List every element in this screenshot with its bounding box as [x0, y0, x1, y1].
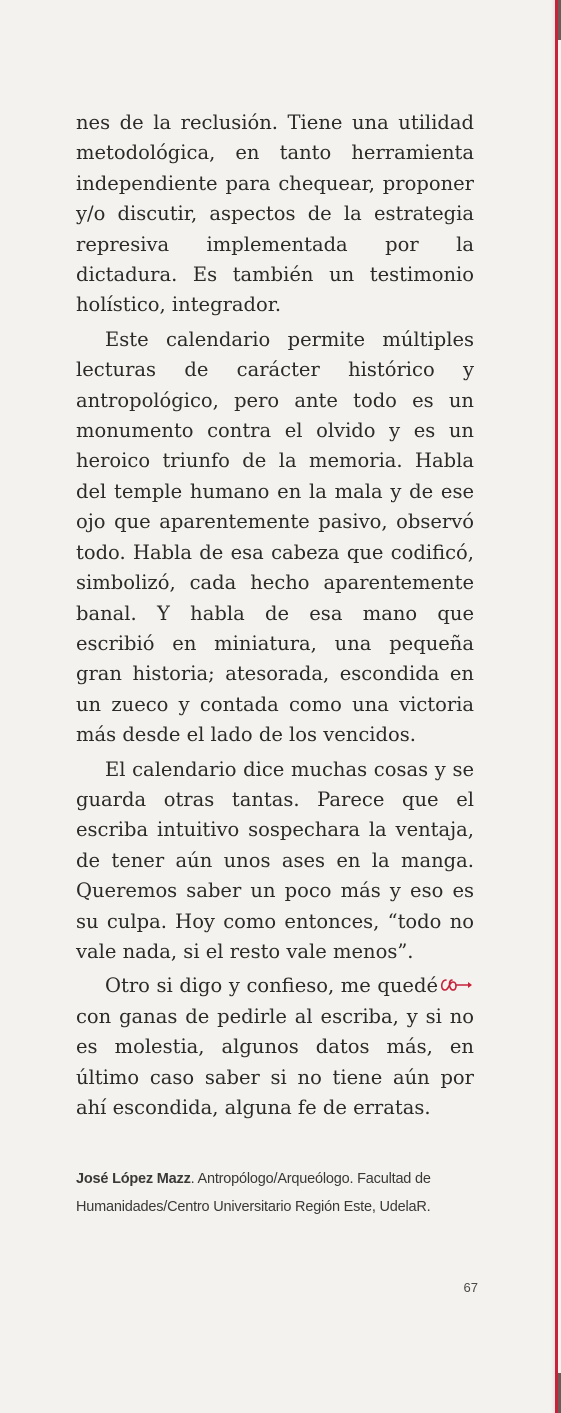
page-edge-accent-line [555, 0, 558, 1413]
end-of-article-ornament-icon [438, 976, 474, 994]
paragraph-4 [76, 971, 474, 1123]
paragraph-2: Este calendario permite múltiples lecturas de carácter histórico y antropológico, pero ante todo es un monumento contra el olvido y es un heroico triunfo de la memoria. Habla del temple humano en la mala y de ese ojo que aparentemente pasivo, observó todo. Habla de esa cabeza que codificó, simbolizó, cada hecho aparentemente banal. Y habla de esa mano que escribió en miniatura, una pequeña gran historia; atesorada, escondida en un zueco y contada como una victoria más desde el lado de los vencidos. [76, 327, 474, 747]
article-body [76, 108, 474, 1127]
paragraph-1: nes de la reclusión. Tiene una utilidad metodológica, en tanto herramienta independiente para chequear, proponer y/o discutir, aspectos de la estrategia represiva implementada por la dictadura. Es también un testimonio holístico, integrador. [76, 111, 474, 317]
author-credit [76, 1165, 486, 1221]
paragraph-3: El calendario dice muchas cosas y se guarda otras tantas. Parece que el escriba intuitivo sospechara la ventaja, de tener aún unos ases en la manga. Queremos saber un poco más y eso es su culpa. Hoy como entonces, “todo no vale nada, si el resto vale menos”. [76, 757, 474, 963]
author-name: José López Mazz [76, 1171, 191, 1187]
paragraph-4-text: Otro si digo y confieso, me quedé con ganas de pedirle al escriba, y si no es molestia, algunos datos más, en último caso saber si no tiene aún por ahí escondida, alguna fe de erratas. [76, 974, 474, 1119]
author-description: . Antropólogo/Arqueólogo. Facultad de Humanidades/Centro Universitario Región Este, UdelaR. [76, 1171, 431, 1215]
page-number: 67 [463, 1280, 478, 1295]
